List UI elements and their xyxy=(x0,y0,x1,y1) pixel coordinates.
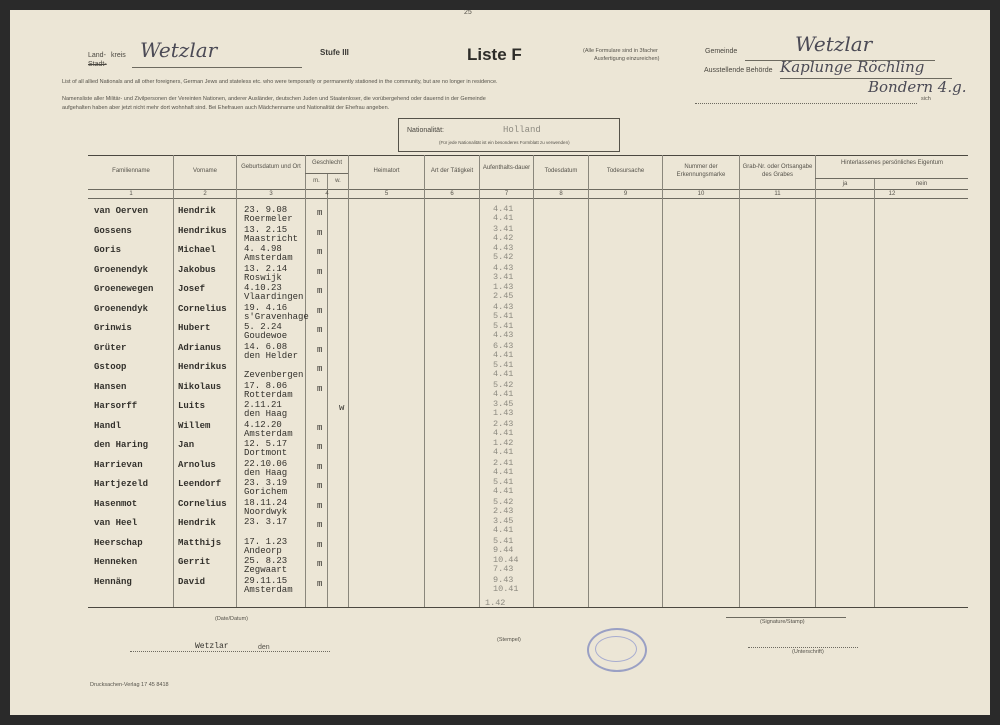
kreis-label-kreis: kreis xyxy=(111,52,126,59)
birth-place-cell: Zegwaart xyxy=(244,565,288,575)
birth-date-cell: 18.11.24 xyxy=(244,497,288,508)
stay-cell: 5.41 xyxy=(493,360,514,370)
stay-cell: 9.44 xyxy=(493,544,514,555)
surname-cell: Goris xyxy=(94,245,122,255)
nationality-value: Holland xyxy=(503,125,541,135)
birth-date-cell: 25. 8.23 xyxy=(244,556,288,566)
date-label: (Date/Datum) xyxy=(215,616,249,622)
birth-place-cell: Goudewoe xyxy=(244,331,288,341)
english-description: List of all allied Nationals and all other foreigners, German Jews and stateless etc. who were temporarily or permanently stationed in the community, but are no longer in residence. xyxy=(62,79,498,85)
col-number: 4 xyxy=(325,191,329,197)
surname-cell: Grüter xyxy=(94,342,127,353)
place-value: Wetzlar xyxy=(195,642,229,651)
birth-place-cell: Vlaardingen xyxy=(244,292,304,302)
sex-m-cell: m xyxy=(317,539,323,550)
firstname-cell: Gerrit xyxy=(178,557,211,567)
surname-cell: Hartjezeld xyxy=(94,479,149,489)
sex-m-cell: m xyxy=(317,461,323,472)
col-number: 3 xyxy=(269,191,273,197)
stay-cell: 2.43 xyxy=(493,505,514,516)
sex-m-cell: m xyxy=(317,422,323,433)
col-number: 6 xyxy=(450,191,454,197)
col-number: 5 xyxy=(384,191,389,197)
stay-cell: 1.43 xyxy=(493,408,514,418)
gemeinde-value: Wetzlar xyxy=(795,32,873,56)
col-header-birth: Geburtsdatum und Ort xyxy=(241,164,301,170)
surname-cell: Henneken xyxy=(94,557,138,567)
stay-cell: 5.41 xyxy=(493,535,514,546)
list-title: Liste F xyxy=(467,45,522,64)
birth-place-cell: Maastricht xyxy=(244,233,299,244)
birth-date-cell: 19. 4.16 xyxy=(244,302,288,313)
birth-place-cell: Rotterdam xyxy=(244,389,293,400)
col-number: 7 xyxy=(504,191,509,197)
sex-m-cell: m xyxy=(317,481,323,491)
birth-place-cell: Roswijk xyxy=(244,272,282,283)
birth-place-cell: Andeorp xyxy=(244,545,282,556)
birth-date-cell: 23. 3.17 xyxy=(244,517,288,527)
page-number: 25 xyxy=(464,10,472,16)
surname-cell: Groenewegen xyxy=(94,284,154,294)
col-header-property-yes: ja xyxy=(842,181,848,187)
firstname-cell: Hubert xyxy=(178,323,211,333)
gemeinde-label: Gemeinde xyxy=(705,48,738,55)
stay-cell: 10.44 xyxy=(493,555,519,565)
sex-m-cell: m xyxy=(317,500,323,511)
col-header-activity: Art der Tätigkeit xyxy=(430,168,474,174)
birth-date-cell: 4.12.20 xyxy=(244,419,282,430)
col-number: 1 xyxy=(129,191,133,197)
col-header-grave: Grab-Nr. oder Ortsangabe des Grabes xyxy=(742,164,813,178)
birth-date-cell: 17. 1.23 xyxy=(244,536,288,547)
stay-cell: 5.41 xyxy=(493,477,514,487)
sex-m-cell: m xyxy=(317,208,323,218)
surname-cell: Groenendyk xyxy=(94,264,149,275)
stay-cell: 4.41 xyxy=(493,466,514,477)
form-note-2: Ausfertigung einzureichen) xyxy=(594,56,660,62)
col-header-stay: Aufenthalts-dauer xyxy=(482,165,531,171)
behoerde-label: Ausstellende Behörde xyxy=(704,67,773,74)
nationality-box xyxy=(398,118,620,152)
sex-m-cell: m xyxy=(317,247,323,257)
sex-m-cell: m xyxy=(317,305,323,316)
firstname-cell: Jan xyxy=(178,440,195,450)
stay-cell: 5.41 xyxy=(493,321,514,331)
firstname-cell: Hendrikus xyxy=(178,225,227,236)
stay-cell: 7.43 xyxy=(493,564,514,574)
stay-cell: 2.43 xyxy=(493,418,514,429)
birth-place-cell: Noordwyk xyxy=(244,506,288,517)
firstname-cell: Leendorf xyxy=(178,479,222,489)
firstname-cell: Arnolus xyxy=(178,459,216,470)
col-header-death-date: Todesdatum xyxy=(544,168,578,174)
stufe-label: Stufe III xyxy=(320,48,349,57)
birth-place-cell: den Haag xyxy=(244,409,288,419)
surname-cell: den Haring xyxy=(94,440,149,450)
firstname-cell: Hendrik xyxy=(178,518,216,528)
stempel-label: (Stempel) xyxy=(497,637,521,643)
birth-date-cell: 13. 2.14 xyxy=(244,263,288,274)
stay-cell: 10.41 xyxy=(493,583,519,594)
col-header-death-cause: Todesursache xyxy=(606,168,645,174)
birth-place-cell: Zevenbergen xyxy=(244,370,304,380)
col-number: 11 xyxy=(774,191,781,197)
kreis-label-land: Land- xyxy=(88,52,106,59)
firstname-cell: Hendrikus xyxy=(178,362,227,372)
stay-cell: 5.41 xyxy=(493,310,514,321)
stay-cell: 3.41 xyxy=(493,271,514,282)
birth-date-cell: 23. 9.08 xyxy=(244,205,288,215)
stay-cell: 4.41 xyxy=(493,525,514,535)
birth-date-cell: 29.11.15 xyxy=(244,575,288,586)
surname-cell: Harrievan xyxy=(94,459,143,470)
birth-place-cell: Amsterdam xyxy=(244,253,293,263)
stay-cell: 4.41 xyxy=(493,204,514,214)
surname-cell: Handl xyxy=(94,420,122,431)
surname-cell: Hasenmot xyxy=(94,498,138,509)
firstname-cell: Hendrik xyxy=(178,206,216,216)
surname-cell: van Oerven xyxy=(94,206,149,216)
form-note-1: (Alle Formulare sind in 3facher xyxy=(583,48,658,54)
last-stay-date: 1.42 xyxy=(485,598,506,608)
sex-m-cell: m xyxy=(317,364,323,374)
surname-cell: Gstoop xyxy=(94,362,127,372)
col-header-sex-m: m. xyxy=(313,178,320,184)
col-header-sex-w: w. xyxy=(335,178,341,184)
birth-place-cell: Gorichem xyxy=(244,487,288,497)
birth-date-cell: 13. 2.15 xyxy=(244,224,288,235)
birth-date-cell: 17. 8.06 xyxy=(244,380,288,391)
birth-place-cell: Roermeler xyxy=(244,214,293,224)
firstname-cell: Jakobus xyxy=(178,264,216,275)
sex-m-cell: m xyxy=(317,325,323,335)
col-number: 2 xyxy=(203,191,207,197)
firstname-cell: Michael xyxy=(178,245,216,255)
firstname-cell: Josef xyxy=(178,284,206,294)
behoerde-value: Kaplunge Röchling xyxy=(780,58,925,76)
printer-mark: Drucksachen-Verlag 17 45 8418 xyxy=(90,682,169,688)
birth-place-cell: Amsterdam xyxy=(244,584,293,595)
firstname-cell: Cornelius xyxy=(178,498,227,509)
birth-date-cell: 5. 2.24 xyxy=(244,322,282,332)
stay-cell: 3.45 xyxy=(493,399,514,409)
firstname-cell: Nikolaus xyxy=(178,381,222,392)
stay-cell: 4.43 xyxy=(493,301,514,312)
col-header-hometown: Heimatort xyxy=(373,168,400,174)
firstname-cell: Cornelius xyxy=(178,303,227,314)
kreis-value: Wetzlar xyxy=(140,38,218,62)
col-header-surname: Familienname xyxy=(112,168,150,174)
surname-cell: Grinwis xyxy=(94,323,132,333)
birth-place-cell: s'Gravenhage xyxy=(244,311,309,322)
col-number: 8 xyxy=(559,191,563,197)
col-header-property: Hinterlassenes persönliches Eigentum xyxy=(840,160,944,166)
col-header-tag-number: Nummer der Erkennungsmarke xyxy=(676,164,726,178)
kreis-label-stadt: Stadt- xyxy=(88,61,107,68)
firstname-cell: David xyxy=(178,576,206,587)
birth-date-cell: 4.10.23 xyxy=(244,283,282,293)
stay-cell: 4.41 xyxy=(493,349,514,360)
german-description-1: Namensliste aller Militär- und Zivilpersonen der Vereinten Nationen, anderer Ausländer, deutschen Juden und Staatenloser, die vorübergehend oder dauernd in der Gemeinde xyxy=(62,96,486,102)
sex-m-cell: m xyxy=(317,266,323,277)
german-description-1-end: sich xyxy=(921,96,931,102)
col-header-property-no: nein xyxy=(915,181,928,187)
sex-m-cell: m xyxy=(317,442,323,452)
birth-date-cell: 22.10.06 xyxy=(244,458,288,469)
birth-date-cell: 23. 3.19 xyxy=(244,478,288,488)
sex-m-cell: m xyxy=(317,578,323,589)
nationality-label: Nationalität: xyxy=(407,127,444,134)
stay-cell: 4.41 xyxy=(493,388,514,399)
stay-cell: 4.43 xyxy=(493,262,514,273)
stay-cell: 3.41 xyxy=(493,223,514,234)
document-sheet xyxy=(10,10,990,715)
sex-m-cell: m xyxy=(317,286,323,296)
unterschrift-label: (Unterschrift) xyxy=(792,649,824,655)
stay-cell: 1.42 xyxy=(493,438,514,448)
archive-stamp xyxy=(587,628,647,672)
birth-place-cell: den Helder xyxy=(244,350,299,361)
stay-cell: 4.41 xyxy=(493,486,514,496)
sex-m-cell: m xyxy=(317,559,323,569)
col-header-firstname: Vorname xyxy=(192,168,217,174)
birth-date-cell: 2.11.21 xyxy=(244,400,282,410)
stay-cell: 6.43 xyxy=(493,340,514,351)
surname-cell: van Heel xyxy=(94,518,138,528)
surname-cell: Hennäng xyxy=(94,576,132,587)
stay-cell: 4.43 xyxy=(493,243,514,253)
stay-cell: 3.45 xyxy=(493,516,514,526)
sex-m-cell: m xyxy=(317,227,323,238)
stay-cell: 5.42 xyxy=(493,496,514,507)
stay-cell: 1.43 xyxy=(493,282,514,292)
col-header-sex: Geschlecht xyxy=(311,160,342,166)
stay-cell: 4.41 xyxy=(493,213,514,223)
surname-cell: Hansen xyxy=(94,381,127,392)
stay-cell: 5.42 xyxy=(493,379,514,390)
stay-cell: 2.41 xyxy=(493,457,514,468)
stay-cell: 4.41 xyxy=(493,447,514,457)
birth-place-cell: den Haag xyxy=(244,467,288,478)
sex-m-cell: m xyxy=(317,383,323,394)
german-description-2: aufgehalten haben aber jetzt nicht mehr dort wohnhaft sind. Bei Ehefrauen auch Mädchenname und Nationalität der Ehefrau angeben. xyxy=(62,105,390,111)
surname-cell: Heerschap xyxy=(94,537,143,548)
nationality-note: (Für jede Nationalität ist ein besonderes Formblatt zu verwenden) xyxy=(439,140,570,145)
surname-cell: Groenendyk xyxy=(94,303,149,314)
stay-cell: 4.41 xyxy=(493,427,514,438)
birth-place-cell: Dortmont xyxy=(244,448,288,458)
behoerde-value-2: Bondern 4.g. xyxy=(868,78,967,96)
surname-cell: Gossens xyxy=(94,225,132,236)
firstname-cell: Willem xyxy=(178,420,211,431)
stay-cell: 4.42 xyxy=(493,232,514,243)
stay-cell: 2.45 xyxy=(493,291,514,301)
firstname-cell: Luits xyxy=(178,401,206,411)
firstname-cell: Matthijs xyxy=(178,537,222,548)
sex-w-cell: w xyxy=(339,403,345,413)
stay-cell: 5.42 xyxy=(493,252,514,262)
birth-date-cell: 12. 5.17 xyxy=(244,439,288,449)
col-number: 10 xyxy=(697,191,705,197)
sex-m-cell: m xyxy=(317,520,323,530)
col-number: 12 xyxy=(888,191,896,197)
surname-cell: Harsorff xyxy=(94,401,138,411)
stay-cell: 4.43 xyxy=(493,330,514,340)
birth-date-cell: 14. 6.08 xyxy=(244,341,288,352)
col-number: 9 xyxy=(623,191,628,197)
stay-cell: 9.43 xyxy=(493,574,514,585)
birth-date-cell: 4. 4.98 xyxy=(244,244,282,254)
signature-label: (Signature/Stamp) xyxy=(760,619,805,625)
birth-place-cell: Amsterdam xyxy=(244,428,293,439)
sex-m-cell: m xyxy=(317,344,323,355)
firstname-cell: Adrianus xyxy=(178,342,222,353)
den-label: den xyxy=(258,644,270,651)
stay-cell: 4.41 xyxy=(493,369,514,379)
